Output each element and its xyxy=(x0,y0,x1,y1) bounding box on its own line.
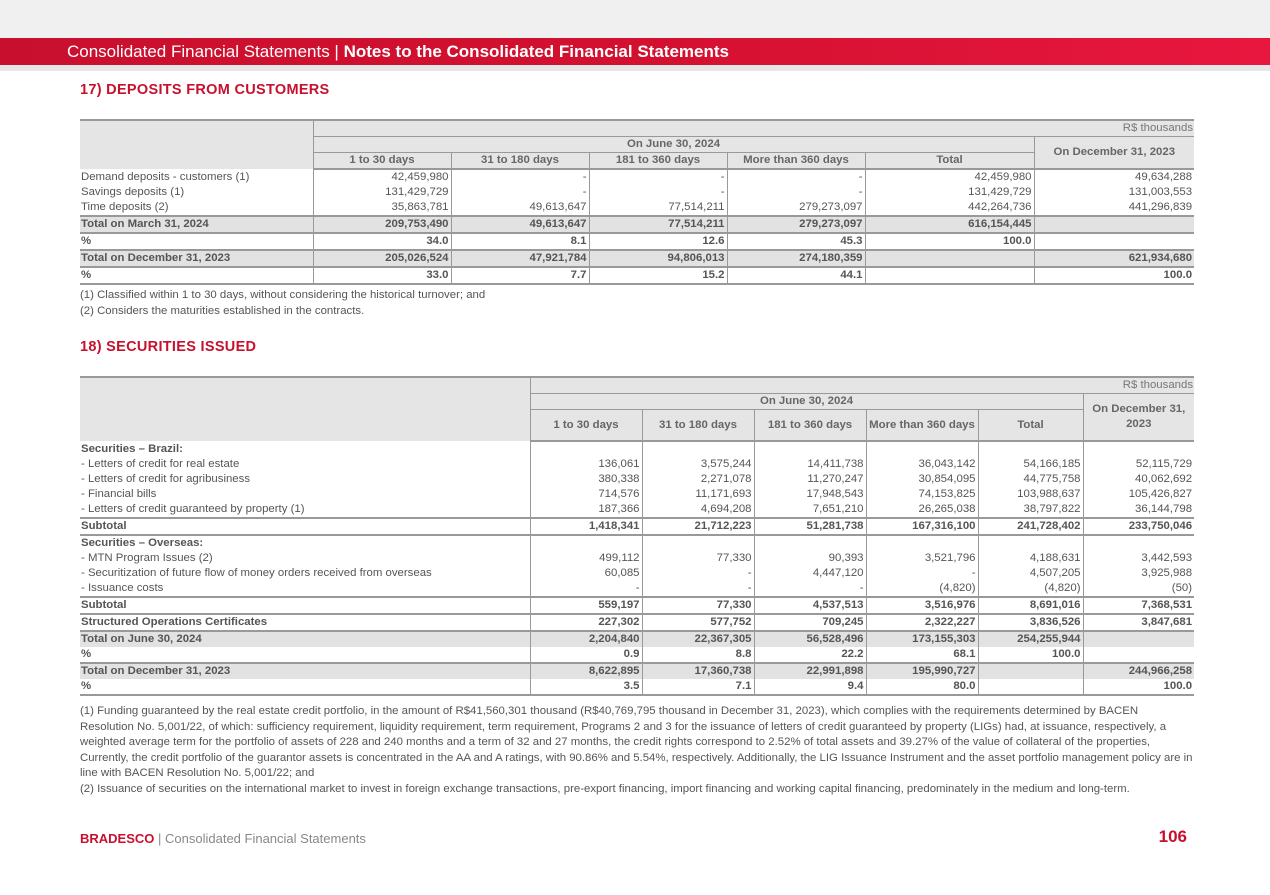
cell-value: 1,418,341 xyxy=(530,518,642,535)
section-17-notes xyxy=(80,288,1194,319)
header-separator: | xyxy=(329,42,344,61)
cell-value: 279,273,097 xyxy=(727,200,865,216)
cell-value: 36,043,142 xyxy=(866,457,978,472)
section-17-title: 17) DEPOSITS FROM CUSTOMERS xyxy=(80,82,330,98)
cell-value: 131,003,553 xyxy=(1128,186,1193,198)
cell-value: 103,988,637 xyxy=(978,487,1083,502)
cell-value: 22.2 xyxy=(754,647,866,663)
cell-value: 167,316,100 xyxy=(866,518,978,535)
cell-value xyxy=(642,535,754,551)
row-label: % xyxy=(80,679,530,695)
table-row xyxy=(80,487,1194,502)
cell-value: 80.0 xyxy=(866,679,978,695)
col-header: More than 360 days xyxy=(727,153,865,170)
cell-value: (50) xyxy=(1171,582,1193,594)
footer-text: Consolidated Financial Statements xyxy=(165,831,366,846)
cell-value: 54,166,185 xyxy=(978,457,1083,472)
table-row xyxy=(80,457,1194,472)
header-section-title: Notes to the Consolidated Financial Statements xyxy=(343,42,729,61)
table-row xyxy=(80,200,1194,216)
cell-value: 68.1 xyxy=(866,647,978,663)
cell-value: 577,752 xyxy=(642,614,754,631)
table-row xyxy=(80,647,1194,663)
page-number: 106 xyxy=(1158,827,1187,846)
table-row xyxy=(80,233,1194,250)
row-label: - Letters of credit for real estate xyxy=(80,457,530,472)
cell-value: 233,750,046 xyxy=(1083,518,1194,535)
cell-value: 26,265,038 xyxy=(866,502,978,518)
row-label: Securities – Brazil: xyxy=(80,441,530,457)
cell-value: 499,112 xyxy=(530,551,642,566)
col-header: 1 to 30 days xyxy=(313,153,451,170)
cell-value: 21,712,223 xyxy=(642,518,754,535)
header-doc-title: Consolidated Financial Statements xyxy=(67,42,330,61)
cell-value: 2,322,227 xyxy=(866,614,978,631)
cell-value: 3,442,593 xyxy=(1141,552,1193,564)
cell-value: 131,429,729 xyxy=(313,185,451,200)
cell-value: 42,459,980 xyxy=(865,169,1034,185)
cell-value: 2,271,078 xyxy=(642,472,754,487)
cell-value: 90,393 xyxy=(754,551,866,566)
cell-value: 4,507,205 xyxy=(978,566,1083,581)
cell-value: - xyxy=(589,185,727,200)
cell-value: 49,613,647 xyxy=(451,216,589,233)
cell-value: 74,153,825 xyxy=(866,487,978,502)
cell-value xyxy=(978,441,1083,457)
cell-value: 3,925,988 xyxy=(1141,567,1193,579)
cell-value: 227,302 xyxy=(530,614,642,631)
table-row xyxy=(80,551,1194,566)
cell-value xyxy=(530,441,642,457)
cell-value: 12.6 xyxy=(589,233,727,250)
cell-value xyxy=(642,441,754,457)
cell-value: 42,459,980 xyxy=(313,169,451,185)
period-header: On June 30, 2024 xyxy=(313,137,1034,153)
header-title xyxy=(67,42,729,62)
cell-value: 44.1 xyxy=(727,267,865,284)
cell-value: 51,281,738 xyxy=(754,518,866,535)
cell-value: 44,775,758 xyxy=(978,472,1083,487)
prev-period-header: On December 31, 2023 xyxy=(1083,394,1194,442)
table-row xyxy=(80,581,1194,597)
table-row xyxy=(80,169,1194,185)
cell-value: 3.5 xyxy=(530,679,642,695)
cell-value: 60,085 xyxy=(530,566,642,581)
cell-value: 40,062,692 xyxy=(1135,473,1193,485)
cell-value: 7,368,531 xyxy=(1083,597,1194,614)
row-label: Time deposits (2) xyxy=(80,200,313,216)
row-label: - Letters of credit for agribusiness xyxy=(80,472,530,487)
table-row xyxy=(80,631,1194,647)
cell-value: 56,528,496 xyxy=(754,631,866,647)
cell-value: 38,797,822 xyxy=(978,502,1083,518)
table-row xyxy=(80,250,1194,267)
table-row xyxy=(80,441,1194,457)
section-18-title: 18) SECURITIES ISSUED xyxy=(80,339,257,355)
cell-value: 47,921,784 xyxy=(451,250,589,267)
cell-value: 22,367,305 xyxy=(642,631,754,647)
cell-value: 7.7 xyxy=(451,267,589,284)
cell-value: 77,330 xyxy=(642,551,754,566)
cell-value: - xyxy=(530,581,642,597)
row-label: - Securitization of future flow of money orders received from overseas xyxy=(80,566,530,581)
cell-value: 77,514,211 xyxy=(589,200,727,216)
table-row xyxy=(80,472,1194,487)
cell-value xyxy=(1083,631,1194,647)
row-label: - Letters of credit guaranteed by property (1) xyxy=(80,502,530,518)
cell-value: 100.0 xyxy=(865,233,1034,250)
cell-value: 254,255,944 xyxy=(978,631,1083,647)
cell-value: 8.8 xyxy=(642,647,754,663)
row-label: - Financial bills xyxy=(80,487,530,502)
table-row xyxy=(80,614,1194,631)
cell-value: - xyxy=(866,566,978,581)
table-row xyxy=(80,216,1194,233)
period-header: On June 30, 2024 xyxy=(530,394,1083,410)
top-margin xyxy=(0,0,1270,38)
cell-value: - xyxy=(589,169,727,185)
cell-value xyxy=(978,679,1083,695)
cell-value: - xyxy=(727,185,865,200)
cell-value: - xyxy=(451,185,589,200)
cell-value: 4,447,120 xyxy=(754,566,866,581)
cell-value: 3,836,526 xyxy=(978,614,1083,631)
cell-value: 244,966,258 xyxy=(1083,663,1194,679)
cell-value xyxy=(978,535,1083,551)
cell-value xyxy=(865,250,1034,267)
row-label: % xyxy=(80,233,313,250)
cell-value: 49,634,288 xyxy=(1135,171,1193,183)
section-18-notes xyxy=(80,704,1194,797)
cell-value: 15.2 xyxy=(589,267,727,284)
table-row xyxy=(80,566,1194,581)
cell-value: 100.0 xyxy=(978,647,1083,663)
col-header: 181 to 360 days xyxy=(589,153,727,170)
cell-value: 36,144,798 xyxy=(1135,503,1193,515)
cell-value: 714,576 xyxy=(530,487,642,502)
cell-value: 9.4 xyxy=(754,679,866,695)
cell-value: 2,204,840 xyxy=(530,631,642,647)
cell-value: 621,934,680 xyxy=(1034,250,1194,267)
cell-value: (4,820) xyxy=(978,581,1083,597)
cell-value: 0.9 xyxy=(530,647,642,663)
table-row xyxy=(80,518,1194,535)
cell-value xyxy=(1083,441,1194,457)
cell-value: 7.1 xyxy=(642,679,754,695)
cell-value: 11,270,247 xyxy=(754,472,866,487)
cell-value xyxy=(978,663,1083,679)
unit-label: R$ thousands xyxy=(313,120,1194,137)
cell-value: 35,863,781 xyxy=(313,200,451,216)
cell-value: 7,651,210 xyxy=(754,502,866,518)
col-header: Total xyxy=(865,153,1034,170)
col-header: 31 to 180 days xyxy=(642,410,754,442)
row-label: Savings deposits (1) xyxy=(80,185,313,200)
table-row xyxy=(80,185,1194,200)
note-2: (2) Considers the maturities established in the contracts. xyxy=(80,304,365,317)
cell-value: 100.0 xyxy=(1083,679,1194,695)
deposits-table xyxy=(80,119,1194,285)
cell-value: 77,330 xyxy=(642,597,754,614)
cell-value: 279,273,097 xyxy=(727,216,865,233)
cell-value: 205,026,524 xyxy=(313,250,451,267)
cell-value xyxy=(866,441,978,457)
col-header: Total xyxy=(978,410,1083,442)
cell-value: 241,728,402 xyxy=(978,518,1083,535)
table-row xyxy=(80,597,1194,614)
cell-value: 34.0 xyxy=(313,233,451,250)
cell-value: - xyxy=(642,566,754,581)
cell-value xyxy=(865,267,1034,284)
cell-value: 195,990,727 xyxy=(866,663,978,679)
table-row xyxy=(80,535,1194,551)
col-header: More than 360 days xyxy=(866,410,978,442)
cell-value xyxy=(754,535,866,551)
row-label: % xyxy=(80,647,530,663)
col-header: 181 to 360 days xyxy=(754,410,866,442)
header-underline xyxy=(0,65,1270,71)
cell-value: 380,338 xyxy=(530,472,642,487)
cell-value: 209,753,490 xyxy=(313,216,451,233)
cell-value: 8,622,895 xyxy=(530,663,642,679)
cell-value: 33.0 xyxy=(313,267,451,284)
row-label: Total on June 30, 2024 xyxy=(80,631,530,647)
row-label: - Issuance costs xyxy=(80,581,530,597)
row-label: % xyxy=(80,267,313,284)
table-row xyxy=(80,663,1194,679)
cell-value xyxy=(754,441,866,457)
cell-value: 173,155,303 xyxy=(866,631,978,647)
cell-value: - xyxy=(451,169,589,185)
cell-value xyxy=(1034,216,1194,233)
row-label: Subtotal xyxy=(80,597,530,614)
cell-value: 100.0 xyxy=(1034,267,1194,284)
cell-value: 105,426,827 xyxy=(1128,488,1193,500)
cell-value: 274,180,359 xyxy=(727,250,865,267)
note-2: (2) Issuance of securities on the international market to invest in foreign exchange transactions, pre-export financing, import financing and working capital financing, predominately in the medium and long-term. xyxy=(80,782,1130,795)
header-blank xyxy=(80,377,530,441)
prev-period-header: On December 31, 2023 xyxy=(1034,137,1194,170)
cell-value: 4,694,208 xyxy=(642,502,754,518)
cell-value: 49,613,647 xyxy=(451,200,589,216)
cell-value: 131,429,729 xyxy=(865,185,1034,200)
cell-value xyxy=(530,535,642,551)
cell-value xyxy=(866,535,978,551)
cell-value: 11,171,693 xyxy=(642,487,754,502)
col-header: 31 to 180 days xyxy=(451,153,589,170)
cell-value: 4,188,631 xyxy=(978,551,1083,566)
cell-value: 441,296,839 xyxy=(1128,201,1193,213)
note-1: (1) Funding guaranteed by the real estate credit portfolio, in the amount of R$41,560,301 thousand (R$40,769,795 thousand in December 31, 2023), which complies with the requirements determined by BACEN Resolution No. 5,001/22, of which: sufficiency requirement, liquidity requirement, term requirement, Programs 2 and 3 for the issuance of letters of credit guaranteed by property (LIGs) had, at issuance, respectively, a weighted average term for the portfolio of assets of 228 and 240 months and a term of 32 and 27 months, the credit rights correspond to 2.52% of total assets and 39.27% of the value of collateral of the properties, Currently, the credit portfolio of the guarantor assets is concentrated in the AA and A ratings, with 90.86% and 5.54%, respectively. Additionally, the LIG Issuance Instrument and the asset portfolio management policy are in line with BACEN Resolution No. 5,001/22; and xyxy=(80,705,1193,779)
cell-value xyxy=(1083,647,1194,663)
cell-value: 136,061 xyxy=(530,457,642,472)
cell-value: 187,366 xyxy=(530,502,642,518)
row-label: Subtotal xyxy=(80,518,530,535)
cell-value: 52,115,729 xyxy=(1135,458,1193,470)
table-row xyxy=(80,679,1194,695)
row-label: Demand deposits - customers (1) xyxy=(80,169,313,185)
cell-value: 442,264,736 xyxy=(865,200,1034,216)
cell-value: 8.1 xyxy=(451,233,589,250)
unit-label: R$ thousands xyxy=(530,377,1194,394)
row-label: Total on March 31, 2024 xyxy=(80,216,313,233)
cell-value: 30,854,095 xyxy=(866,472,978,487)
col-header: 1 to 30 days xyxy=(530,410,642,442)
cell-value: (4,820) xyxy=(866,581,978,597)
cell-value: 17,360,738 xyxy=(642,663,754,679)
cell-value: 3,521,796 xyxy=(866,551,978,566)
cell-value: 4,537,513 xyxy=(754,597,866,614)
footer xyxy=(80,831,366,846)
cell-value: 559,197 xyxy=(530,597,642,614)
cell-value: - xyxy=(727,169,865,185)
row-label: Structured Operations Certificates xyxy=(80,614,530,631)
cell-value: 14,411,738 xyxy=(754,457,866,472)
cell-value: - xyxy=(642,581,754,597)
footer-separator: | xyxy=(154,831,166,846)
cell-value: 3,516,976 xyxy=(866,597,978,614)
table-row xyxy=(80,502,1194,518)
cell-value: - xyxy=(754,581,866,597)
cell-value: 45.3 xyxy=(727,233,865,250)
cell-value: 3,847,681 xyxy=(1083,614,1194,631)
row-label: Total on December 31, 2023 xyxy=(80,663,530,679)
cell-value: 17,948,543 xyxy=(754,487,866,502)
table-row xyxy=(80,267,1194,284)
cell-value: 22,991,898 xyxy=(754,663,866,679)
cell-value: 3,575,244 xyxy=(642,457,754,472)
header-blank xyxy=(80,120,313,169)
row-label: Total on December 31, 2023 xyxy=(80,250,313,267)
row-label: - MTN Program Issues (2) xyxy=(80,551,530,566)
cell-value xyxy=(1034,233,1194,250)
cell-value: 77,514,211 xyxy=(589,216,727,233)
cell-value: 709,245 xyxy=(754,614,866,631)
cell-value: 94,806,013 xyxy=(589,250,727,267)
header-banner xyxy=(0,38,1270,65)
row-label: Securities – Overseas: xyxy=(80,535,530,551)
cell-value: 8,691,016 xyxy=(978,597,1083,614)
note-1: (1) Classified within 1 to 30 days, without considering the historical turnover; and xyxy=(80,289,486,301)
securities-table xyxy=(80,376,1194,696)
brand-name: BRADESCO xyxy=(80,831,155,846)
cell-value: 616,154,445 xyxy=(865,216,1034,233)
cell-value xyxy=(1083,535,1194,551)
